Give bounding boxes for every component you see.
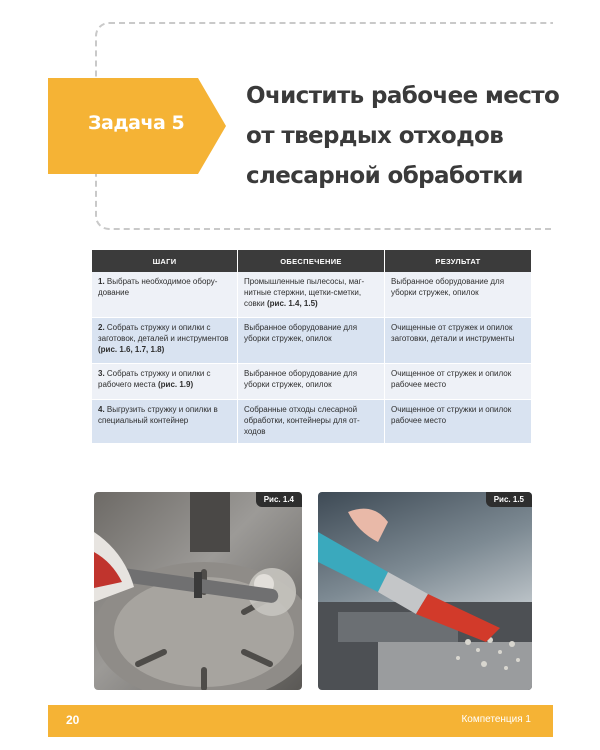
step-cell: 2. Собрать стружку и опилки с заготовок, деталей и инструментов (рис. 1.6, 1.7, 1.8) (92, 318, 238, 364)
title-line-1: Очистить рабочее место (246, 83, 560, 109)
table-row (92, 272, 532, 318)
header-provision: ОБЕСПЕЧЕНИЕ (238, 250, 385, 272)
title-line-2: от твердых отходов (246, 123, 504, 149)
page-number: 20 (66, 713, 80, 727)
drill-table-illustration (94, 492, 302, 690)
provision-cell: Выбранное оборудование для уборки стружек, опилок (238, 364, 385, 400)
table-row (92, 364, 532, 400)
table-header-row (92, 250, 532, 272)
figure-1-4-label: Рис. 1.4 (256, 492, 302, 507)
figure-1-5-label: Рис. 1.5 (486, 492, 532, 507)
step-cell: 4. Выгрузить стружку и опилки в специальный контейнер (92, 400, 238, 444)
task-tab-arrow (198, 78, 226, 174)
footer-section: Компетенция 1 (461, 714, 531, 725)
title-line-3: слесарной обработки (246, 163, 523, 189)
table-row (92, 318, 532, 364)
figure-1-5-photo (318, 492, 532, 690)
result-cell: Очищенное от стружек и опилок рабочее место (385, 364, 532, 400)
result-cell: Очищенные от стружек и опилок заготовки, детали и инструменты (385, 318, 532, 364)
step-cell: 3. Собрать стружку и опилки с рабочего места (рис. 1.9) (92, 364, 238, 400)
header-steps: ШАГИ (92, 250, 238, 272)
table-row (92, 400, 532, 444)
vacuum-illustration (318, 492, 532, 690)
result-cell: Выбранное оборудование для уборки стружек, опилок (385, 272, 532, 318)
provision-cell: Промышленные пылесосы, магнитные стержни, щетки-сметки, совки (рис. 1.4, 1.5) (238, 272, 385, 318)
result-cell: Очищенное от стружки и опилок рабочее место (385, 400, 532, 444)
task-label: Задача 5 (88, 112, 185, 134)
provision-cell: Собранные отходы слесарной обработки, контейнеры для отходов (238, 400, 385, 444)
page-title (246, 76, 560, 196)
provision-cell: Выбранное оборудование для уборки стружек, опилок (238, 318, 385, 364)
page-footer (48, 705, 553, 737)
figure-1-4-photo (94, 492, 302, 690)
header-result: РЕЗУЛЬТАТ (385, 250, 532, 272)
steps-table (92, 250, 532, 444)
step-cell: 1. Выбрать необходимое оборудование (92, 272, 238, 318)
